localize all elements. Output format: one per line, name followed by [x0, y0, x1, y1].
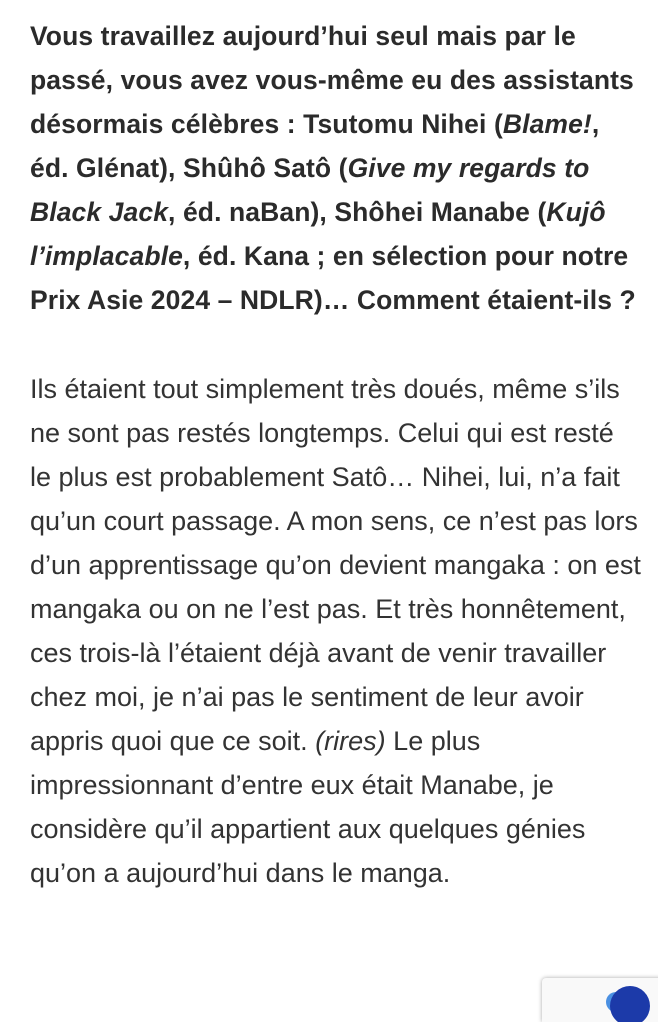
- interview-question: [30, 14, 642, 322]
- interview-answer: [30, 367, 642, 895]
- answer-text-2: Le plus impressionnant d’entre eux était Manabe, je considère qu’il appartient aux quelques génies qu’on a aujourd’hui dans le manga.: [30, 726, 586, 888]
- question-text-2: , éd. Glénat), Shûhô Satô (: [30, 109, 600, 183]
- question-text-4: , éd. Kana ; en sélection pour notre Prix Asie 2024 – NDLR)… Comment étaient-ils ?: [30, 241, 636, 315]
- question-title-kujo: Kujô l’implacable: [30, 197, 606, 271]
- answer-aside: (rires): [315, 726, 386, 756]
- answer-text-1: Ils étaient tout simplement très doués, même s’ils ne sont pas restés longtemps. Celui qui est resté le plus est probablement Satô… Nihei, lui, n’a fait qu’un court passage. A mon sens, ce n’est pas lors d’un apprentissage qu’on devient mangaka : on est mangaka ou on ne l’est pas. Et très honnêtement, ces trois-là l’étaient déjà avant de venir travailler chez moi, je n’ai pas le sentiment de leur avoir appris quoi que ce soit.: [30, 374, 641, 756]
- recaptcha-logo-icon: [610, 986, 650, 1022]
- recaptcha-badge-icon[interactable]: [542, 978, 658, 1022]
- article-body: [30, 14, 642, 895]
- question-title-blame: Blame!: [502, 109, 592, 139]
- question-text-1: Vous travaillez aujourd’hui seul mais par le passé, vous avez vous-même eu des assistants désormais célèbres : Tsutomu Nihei (: [30, 21, 634, 139]
- question-title-black-jack: Give my regards to Black Jack: [30, 153, 590, 227]
- question-text-3: , éd. naBan), Shôhei Manabe (: [168, 197, 547, 227]
